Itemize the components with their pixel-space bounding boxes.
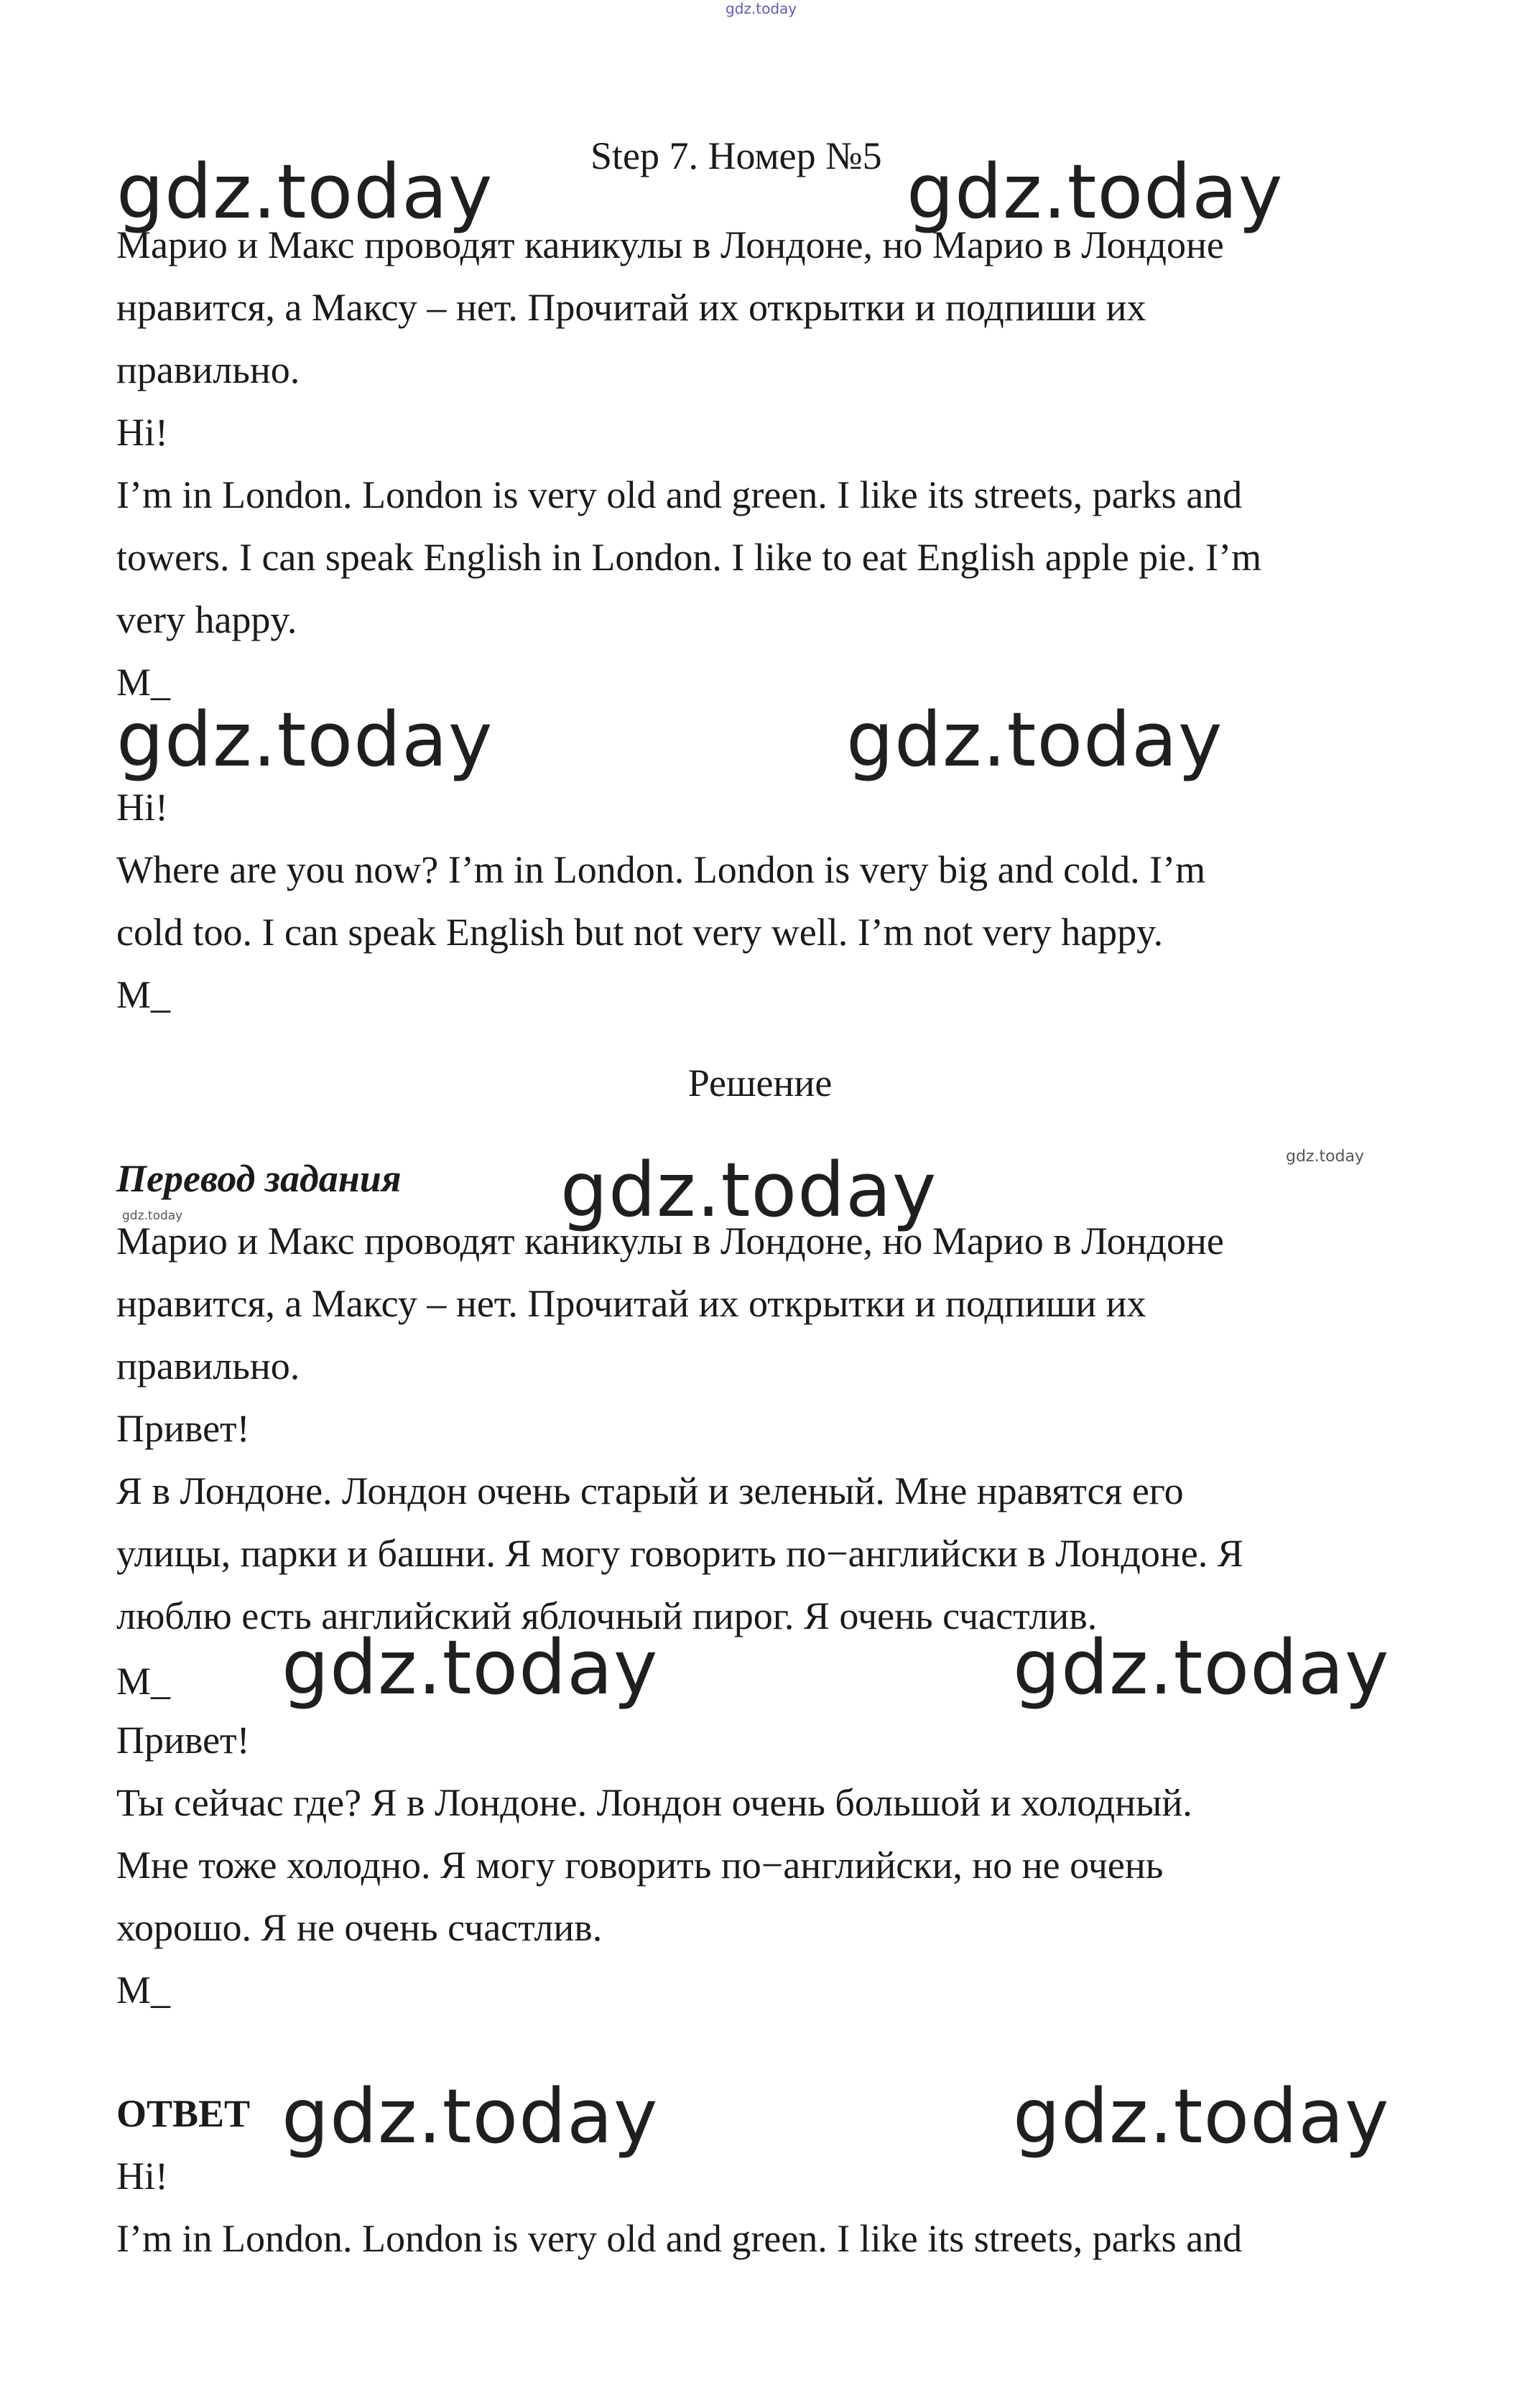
translation-card1-line: люблю есть английский яблочный пирог. Я очень счастлив.	[116, 1594, 1098, 1637]
card2-line: Where are you now? I’m in London. London is very big and cold. I’m	[116, 848, 1206, 891]
watermark: gdz.today	[846, 696, 1223, 784]
card1-sign: M_	[116, 661, 171, 704]
card1-line: I’m in London. London is very old and green. I like its streets, parks and	[116, 473, 1243, 516]
translation-line: нравится, а Максу – нет. Прочитай их открытки и подпиши их	[116, 1282, 1146, 1325]
watermark: gdz.today	[282, 1624, 659, 1711]
card1-line: towers. I can speak English in London. I like to eat English apple pie. I’m	[116, 536, 1262, 579]
watermark: gdz.today	[1013, 1624, 1390, 1711]
page-title: Step 7. Номер №5	[590, 134, 882, 177]
watermark: gdz.today	[560, 1146, 937, 1234]
answer-heading: ОТВЕТ	[116, 2092, 251, 2135]
translation-card1-line: Я в Лондоне. Лондон очень старый и зеленый. Мне нравятся его	[116, 1469, 1184, 1512]
task-line: правильно.	[116, 348, 300, 391]
watermark: gdz.today	[1013, 2073, 1390, 2160]
card2-line: cold too. I can speak English but not very well. I’m not very happy.	[116, 911, 1164, 954]
translation-card1-sign: M_	[116, 1660, 171, 1703]
translation-line: правильно.	[116, 1344, 300, 1387]
watermark-top: gdz.today	[726, 0, 797, 17]
watermark: gdz.today	[116, 696, 493, 784]
translation-card2-greeting: Привет!	[116, 1719, 250, 1762]
card1-greeting: Hi!	[116, 411, 168, 454]
card2-sign: M_	[116, 973, 171, 1016]
answer-line: I’m in London. London is very old and green. I like its streets, parks and	[116, 2217, 1243, 2260]
solution-title: Решение	[687, 1061, 833, 1105]
watermark: gdz.today	[907, 148, 1284, 236]
watermark: gdz.today	[116, 148, 493, 236]
translation-card2-line: Мне тоже холодно. Я могу говорить по−английски, но не очень	[116, 1844, 1164, 1887]
translation-card1-line: улицы, парки и башни. Я могу говорить по−английски в Лондоне. Я	[116, 1532, 1243, 1575]
watermark-small: gdz.today	[1286, 1148, 1365, 1166]
task-line: Марио и Макс проводят каникулы в Лондоне, но Марио в Лондоне	[116, 223, 1224, 266]
card1-line: very happy.	[116, 598, 297, 641]
watermark-small: gdz.today	[122, 1209, 183, 1223]
translation-heading: Перевод задания	[116, 1157, 402, 1200]
card2-greeting: Hi!	[116, 786, 168, 829]
answer-greeting: Hi!	[116, 2154, 168, 2198]
watermark: gdz.today	[282, 2073, 659, 2160]
task-line: нравится, а Максу – нет. Прочитай их открытки и подпиши их	[116, 286, 1146, 329]
translation-card1-greeting: Привет!	[116, 1407, 250, 1450]
translation-line: Марио и Макс проводят каникулы в Лондоне, но Марио в Лондоне	[116, 1219, 1224, 1263]
translation-card2-sign: M_	[116, 1968, 171, 2012]
translation-card2-line: хорошо. Я не очень счастлив.	[116, 1906, 603, 1949]
translation-card2-line: Ты сейчас где? Я в Лондоне. Лондон очень большой и холодный.	[116, 1781, 1192, 1824]
